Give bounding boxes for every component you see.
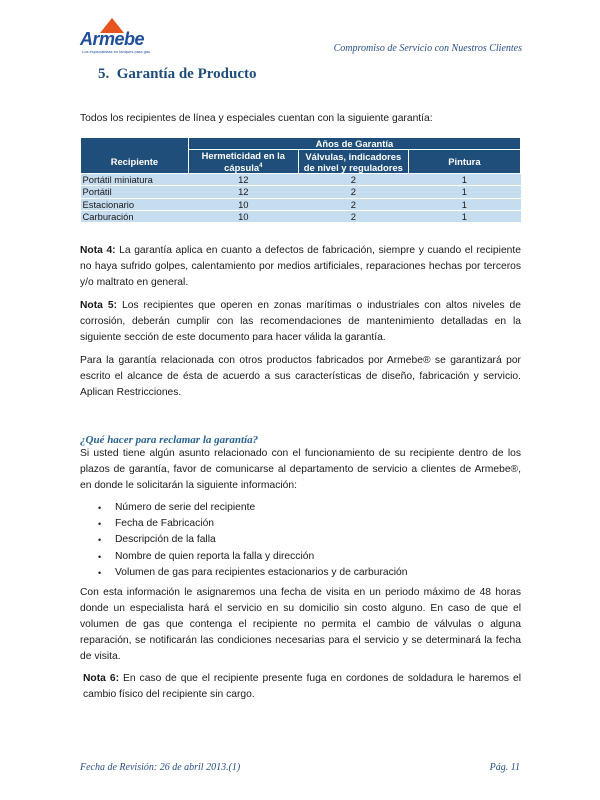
claim-info-list [80,500,408,581]
list-item [80,516,408,532]
footer-page-number: Pág. 11 [489,762,520,773]
intro-paragraph: Todos los recipientes de línea y especiales cuentan con la siguiente garantía: [80,113,433,124]
table-row [81,210,521,222]
table-group-header: Años de Garantía [188,138,520,150]
col-header-valvulas: Válvulas, indicadores de nivel y reguladores [298,150,408,174]
cell-recipiente: Portátil [81,186,189,198]
nota-6-label: Nota 6: [83,673,120,684]
logo-name: Armebe [80,29,145,49]
col-header-hermeticidad [188,150,298,174]
cell-recipiente: Carburación [81,210,189,222]
section-number: 5. [98,66,110,82]
claim-title: ¿Qué hacer para reclamar la garantía? [80,434,259,446]
cell-pintura: 1 [408,210,520,222]
other-products-paragraph: Para la garantía relacionada con otros productos fabricados por Armebe® se garantizará por escrito el alcance de ésta de acuerdo a sus características de diseño, fabricación y servicio. Aplican Restricciones. [80,355,521,398]
col-header-pintura: Pintura [408,150,520,174]
table-row [81,174,521,186]
table-row [81,198,521,210]
nota-5 [80,298,521,346]
cell-pintura: 1 [408,186,520,198]
footnote-superscript: 4 [259,163,263,169]
list-item [80,549,408,565]
warranty-table [80,137,521,223]
claim-followup: Con esta información le asignaremos una fecha de visita en un periodo máximo de 48 horas donde un especialista hará el servicio en su domicilio sin costo alguno. En caso de que el volumen de gas que contenga el recipiente no permita el cambio de válvulas o alguna reparación, se notificarán las condiciones necesarias para el servicio y se determinará la fecha de visita. [80,587,521,662]
cell-valvulas: 2 [298,210,408,222]
footer-revision-date: Fecha de Revisión: 26 de abril 2013.(1) [80,762,241,773]
list-item-text: Volumen de gas para recipientes estacionarios y de carburación [115,566,408,578]
cell-hermeticidad: 10 [188,210,298,222]
cell-hermeticidad: 10 [188,198,298,210]
bullet-icon: • [98,519,102,530]
list-item [80,500,408,516]
list-item [80,565,408,581]
nota-5-text: Los recipientes que operen en zonas marítimas o industriales con altos niveles de corrosión, deberán cumplir con las recomendaciones de mantenimiento detalladas en la siguiente sección de este documento para hacer válida la garantía. [80,300,522,343]
section-title [98,66,256,83]
col-header-hermeticidad-label: Hermeticidad en la cápsula [201,150,285,174]
list-item-text: Descripción de la falla [115,534,216,546]
cell-hermeticidad: 12 [188,186,298,198]
bullet-icon: • [98,567,102,578]
armebe-logo [80,18,160,52]
nota-4 [80,243,521,291]
nota-4-label: Nota 4: [80,245,116,256]
cell-valvulas: 2 [298,198,408,210]
claim-intro: Si usted tiene algún asunto relacionado con el funcionamiento de su recipiente dentro de los plazos de garantía, favor de comunicarse al departamento de servicio a clientes de Armebe®, en donde le solicitarán la siguiente información: [80,448,521,491]
nota-6-text: En caso de que el recipiente presente fuga en cordones de soldadura le haremos el cambio físico del recipiente sin cargo. [83,673,521,700]
list-item-text: Fecha de Fabricación [115,518,215,530]
list-item-text: Número de serie del recipiente [115,502,256,513]
cell-recipiente: Portátil miniatura [81,174,189,186]
col-header-recipiente: Recipiente [81,150,189,174]
logo-tagline: Los especialistas en tanques para gas [82,49,151,54]
cell-valvulas: 2 [298,186,408,198]
cell-recipiente: Estacionario [81,198,189,210]
list-item [80,532,408,548]
nota-5-label: Nota 5: [80,300,118,311]
bullet-icon: • [98,551,102,562]
nota-4-text: La garantía aplica en cuanto a defectos de fabricación, siempre y cuando el recipiente no haya sufrido golpes, calentamiento por medios artificiales, reparaciones hechas por terceros y/o maltrato en general. [80,245,521,288]
bullet-icon: • [98,503,102,513]
cell-hermeticidad: 12 [188,174,298,186]
bullet-icon: • [98,535,102,546]
nota-6 [83,671,521,703]
section-title-text: Garantía de Producto [116,66,257,82]
list-item-text: Nombre de quien reporta la falla y dirección [115,550,315,562]
cell-pintura: 1 [408,198,520,210]
cell-pintura: 1 [408,174,520,186]
header-title: Compromiso de Servicio con Nuestros Clientes [333,43,522,54]
cell-valvulas: 2 [298,174,408,186]
table-row [81,186,521,198]
table-corner-cell [81,138,189,150]
